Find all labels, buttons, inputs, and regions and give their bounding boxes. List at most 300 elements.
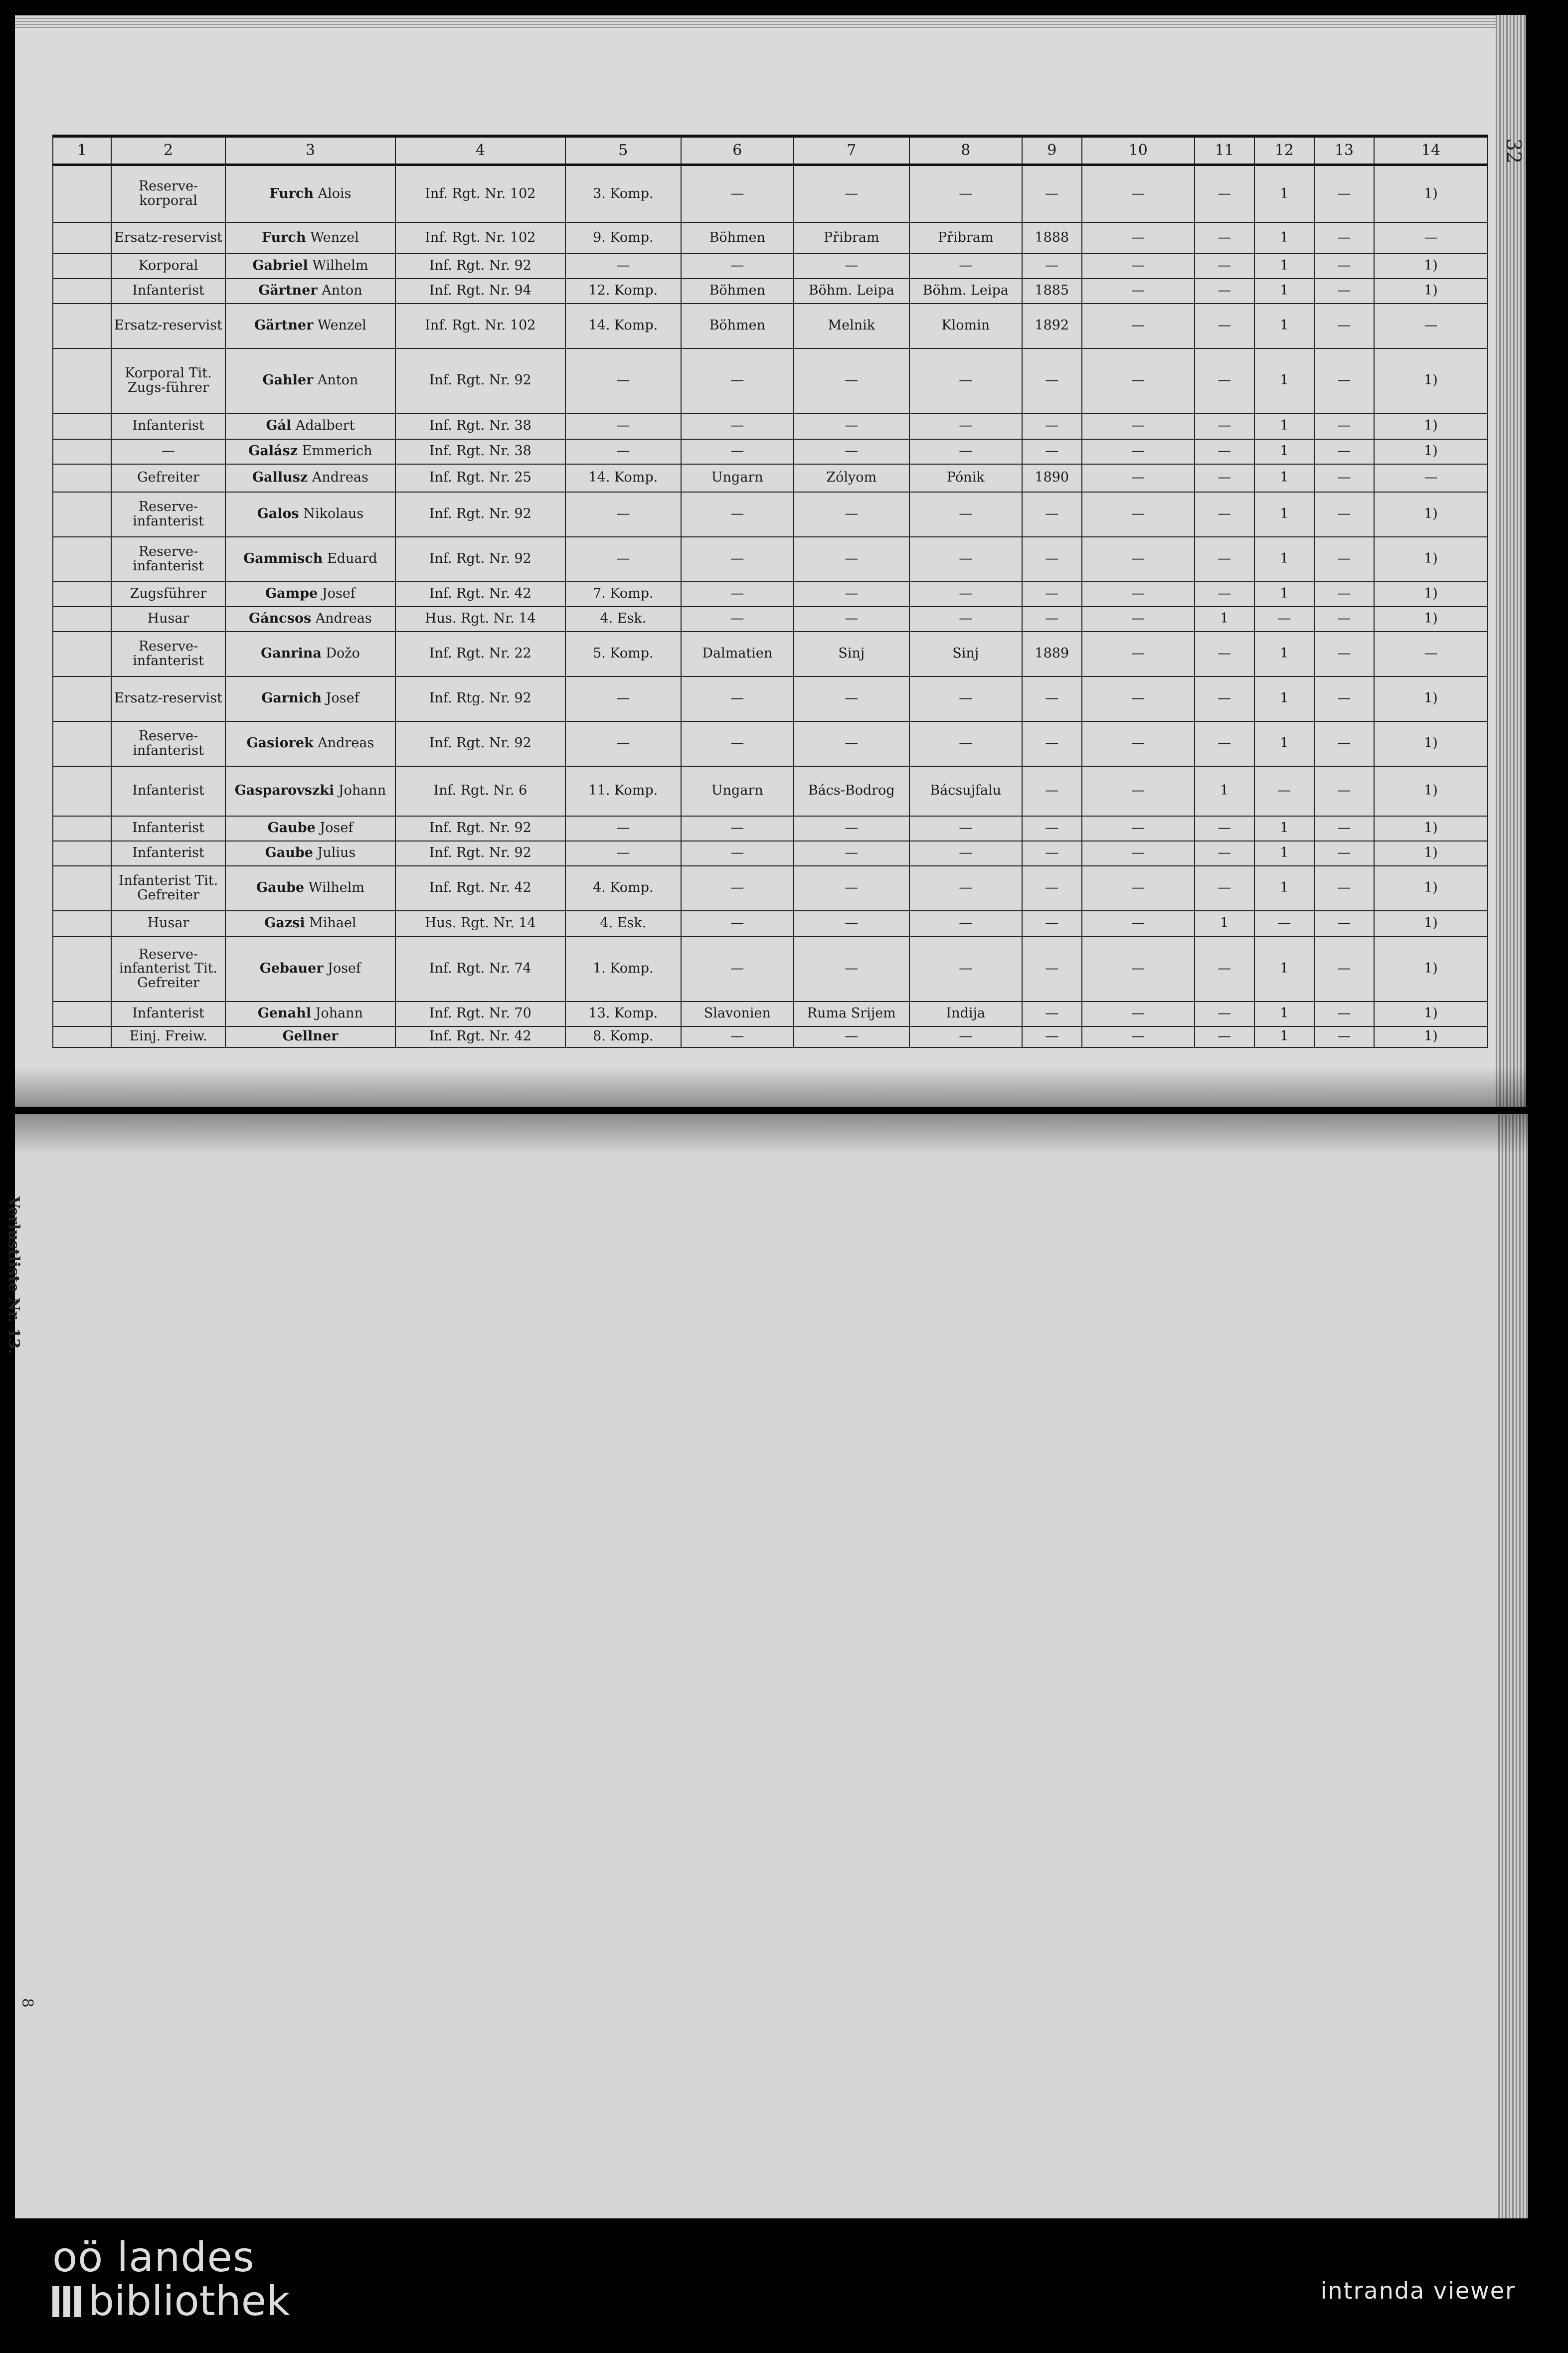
rank-cell: — <box>111 439 225 464</box>
col10-cell: — <box>1082 492 1195 537</box>
col10-cell: — <box>1082 866 1195 911</box>
col11-cell: — <box>1195 165 1254 222</box>
year-cell: — <box>1022 254 1082 279</box>
company-cell: — <box>565 254 681 279</box>
col-header: 13 <box>1314 136 1374 165</box>
table-row <box>53 439 1488 464</box>
col12-cell: 1 <box>1254 304 1314 348</box>
col1-cell <box>53 279 111 304</box>
unit-cell: Inf. Rgt. Nr. 6 <box>395 766 565 816</box>
col11-cell: — <box>1195 1002 1254 1026</box>
casualty-table-top <box>52 135 1488 1048</box>
col-header: 11 <box>1195 136 1254 165</box>
col10-cell: — <box>1082 676 1195 721</box>
name-cell <box>225 721 395 766</box>
town-cell: Klomin <box>909 304 1022 348</box>
col11-cell: 1 <box>1195 607 1254 632</box>
company-cell: 11. Komp. <box>565 766 681 816</box>
surname: Gallusz <box>252 470 308 486</box>
logo-bars-icon <box>52 2286 81 2317</box>
unit-cell: Inf. Rgt. Nr. 92 <box>395 537 565 582</box>
unit-cell: Hus. Rgt. Nr. 14 <box>395 911 565 937</box>
unit-cell: Inf. Rgt. Nr. 92 <box>395 492 565 537</box>
note-cell: 1) <box>1374 279 1488 304</box>
col12-cell: 1 <box>1254 1026 1314 1047</box>
col10-cell: — <box>1082 537 1195 582</box>
rank-cell: Korporal <box>111 254 225 279</box>
col10-cell: — <box>1082 439 1195 464</box>
table-row <box>53 348 1488 413</box>
year-cell: — <box>1022 1026 1082 1047</box>
rank-cell: Infanterist Tit. Gefreiter <box>111 866 225 911</box>
name-cell <box>225 464 395 492</box>
note-cell: 1) <box>1374 721 1488 766</box>
col-header: 7 <box>794 136 909 165</box>
district-cell: — <box>794 937 909 1002</box>
col13-cell: — <box>1314 632 1374 676</box>
note-cell: 1) <box>1374 413 1488 439</box>
surname: Gasiorek <box>246 735 314 751</box>
company-cell: 4. Esk. <box>565 607 681 632</box>
note-cell: 1) <box>1374 439 1488 464</box>
given-name: Wilhelm <box>308 880 364 896</box>
table-row <box>53 766 1488 816</box>
rank-cell: Reserve-infanterist <box>111 721 225 766</box>
col1-cell <box>53 348 111 413</box>
district-cell: — <box>794 911 909 937</box>
col11-cell: — <box>1195 582 1254 607</box>
given-name: Josef <box>320 820 353 836</box>
table-row <box>53 841 1488 866</box>
col10-cell: — <box>1082 607 1195 632</box>
col13-cell: — <box>1314 911 1374 937</box>
unit-cell: Inf. Rgt. Nr. 92 <box>395 254 565 279</box>
table-row <box>53 676 1488 721</box>
name-cell <box>225 492 395 537</box>
col13-cell: — <box>1314 721 1374 766</box>
col11-cell: — <box>1195 254 1254 279</box>
rank-cell: Infanterist <box>111 279 225 304</box>
table-row <box>53 721 1488 766</box>
col12-cell: 1 <box>1254 816 1314 841</box>
col10-cell: — <box>1082 413 1195 439</box>
unit-cell: Inf. Rgt. Nr. 102 <box>395 304 565 348</box>
col10-cell: — <box>1082 165 1195 222</box>
rank-cell: Infanterist <box>111 1002 225 1026</box>
col13-cell: — <box>1314 816 1374 841</box>
table-row <box>53 1002 1488 1026</box>
lower-page <box>15 1114 1528 2218</box>
company-cell: 13. Komp. <box>565 1002 681 1026</box>
col13-cell: — <box>1314 413 1374 439</box>
unit-cell: Inf. Rgt. Nr. 94 <box>395 279 565 304</box>
year-cell: — <box>1022 165 1082 222</box>
district-cell: Ruma Srijem <box>794 1002 909 1026</box>
col13-cell: — <box>1314 279 1374 304</box>
table-row <box>53 413 1488 439</box>
name-cell <box>225 165 395 222</box>
note-cell: — <box>1374 632 1488 676</box>
col13-cell: — <box>1314 676 1374 721</box>
surname: Gellner <box>282 1028 339 1044</box>
district-cell: — <box>794 816 909 841</box>
table-row <box>53 866 1488 911</box>
town-cell: — <box>909 439 1022 464</box>
note-cell: 1) <box>1374 607 1488 632</box>
surname: Gahler <box>262 372 314 388</box>
col11-cell: — <box>1195 721 1254 766</box>
col1-cell <box>53 766 111 816</box>
rank-cell: Infanterist <box>111 816 225 841</box>
surname: Gál <box>266 418 292 434</box>
table-row <box>53 632 1488 676</box>
table-row <box>53 816 1488 841</box>
note-cell: 1) <box>1374 937 1488 1002</box>
col13-cell: — <box>1314 766 1374 816</box>
page-number-top: 32 <box>1502 138 1525 164</box>
unit-cell: Inf. Rgt. Nr. 74 <box>395 937 565 1002</box>
year-cell: — <box>1022 911 1082 937</box>
note-cell: 1) <box>1374 676 1488 721</box>
name-cell <box>225 413 395 439</box>
col1-cell <box>53 816 111 841</box>
given-name: Anton <box>317 372 358 388</box>
town-cell: Böhm. Leipa <box>909 279 1022 304</box>
country-cell: — <box>681 582 794 607</box>
town-cell: — <box>909 721 1022 766</box>
col12-cell: 1 <box>1254 413 1314 439</box>
surname: Garnich <box>261 690 322 706</box>
col13-cell: — <box>1314 1026 1374 1047</box>
col12-cell: 1 <box>1254 464 1314 492</box>
library-logo[interactable] <box>52 2236 290 2324</box>
col10-cell: — <box>1082 222 1195 254</box>
running-head: Verlustliste Nr. 13. <box>5 1196 22 1354</box>
town-cell: — <box>909 911 1022 937</box>
company-cell: 12. Komp. <box>565 279 681 304</box>
rank-cell: Korporal Tit. Zugs-führer <box>111 348 225 413</box>
note-cell: 1) <box>1374 866 1488 911</box>
company-cell: 4. Komp. <box>565 866 681 911</box>
district-cell: Přibram <box>794 222 909 254</box>
town-cell: Pónik <box>909 464 1022 492</box>
year-cell: — <box>1022 937 1082 1002</box>
country-cell: — <box>681 676 794 721</box>
given-name: Johann <box>315 1006 363 1021</box>
rank-cell: Ersatz-reservist <box>111 304 225 348</box>
col10-cell: — <box>1082 632 1195 676</box>
company-cell: 7. Komp. <box>565 582 681 607</box>
company-cell: — <box>565 841 681 866</box>
company-cell: — <box>565 413 681 439</box>
district-cell: — <box>794 165 909 222</box>
name-cell <box>225 304 395 348</box>
rank-cell: Zugsführer <box>111 582 225 607</box>
col12-cell: 1 <box>1254 866 1314 911</box>
company-cell: — <box>565 676 681 721</box>
col-header: 6 <box>681 136 794 165</box>
name-cell <box>225 816 395 841</box>
rank-cell: Reserve-infanterist <box>111 537 225 582</box>
name-cell <box>225 582 395 607</box>
col10-cell: — <box>1082 1026 1195 1047</box>
surname: Galász <box>248 443 298 459</box>
col1-cell <box>53 937 111 1002</box>
country-cell: — <box>681 492 794 537</box>
unit-cell: Inf. Rgt. Nr. 38 <box>395 439 565 464</box>
country-cell: Böhmen <box>681 304 794 348</box>
rank-cell: Ersatz-reservist <box>111 222 225 254</box>
col1-cell <box>53 304 111 348</box>
gutter-shadow <box>15 1067 1526 1107</box>
table-row <box>53 937 1488 1002</box>
col-header: 5 <box>565 136 681 165</box>
col13-cell: — <box>1314 841 1374 866</box>
town-cell: Bácsujfalu <box>909 766 1022 816</box>
rank-cell: Reserve-infanterist Tit. Gefreiter <box>111 937 225 1002</box>
year-cell: — <box>1022 1002 1082 1026</box>
town-cell: — <box>909 816 1022 841</box>
country-cell: — <box>681 439 794 464</box>
note-cell: 1) <box>1374 582 1488 607</box>
name-cell <box>225 911 395 937</box>
town-cell: — <box>909 537 1022 582</box>
col10-cell: — <box>1082 279 1195 304</box>
district-cell: — <box>794 492 909 537</box>
col13-cell: — <box>1314 165 1374 222</box>
unit-cell: Inf. Rgt. Nr. 92 <box>395 348 565 413</box>
given-name: Andreas <box>318 735 374 751</box>
year-cell: 1888 <box>1022 222 1082 254</box>
year-cell: 1890 <box>1022 464 1082 492</box>
name-cell <box>225 607 395 632</box>
country-cell: Böhmen <box>681 279 794 304</box>
col-header: 9 <box>1022 136 1082 165</box>
col-header: 4 <box>395 136 565 165</box>
col12-cell: 1 <box>1254 676 1314 721</box>
col10-cell: — <box>1082 816 1195 841</box>
year-cell: — <box>1022 413 1082 439</box>
col1-cell <box>53 492 111 537</box>
unit-cell: Inf. Rgt. Nr. 92 <box>395 721 565 766</box>
given-name: Anton <box>322 283 362 299</box>
col12-cell: 1 <box>1254 937 1314 1002</box>
unit-cell: Inf. Rgt. Nr. 92 <box>395 841 565 866</box>
col-header: 3 <box>225 136 395 165</box>
given-name: Josef <box>328 961 361 977</box>
col13-cell: — <box>1314 348 1374 413</box>
surname: Gaube <box>265 845 313 861</box>
col12-cell: 1 <box>1254 492 1314 537</box>
col1-cell <box>53 632 111 676</box>
col11-cell: — <box>1195 222 1254 254</box>
rank-cell: Husar <box>111 607 225 632</box>
col10-cell: — <box>1082 841 1195 866</box>
district-cell: Sinj <box>794 632 909 676</box>
given-name: Mihael <box>309 915 356 931</box>
surname: Galos <box>257 506 299 522</box>
col-header: 1 <box>53 136 111 165</box>
col11-cell: — <box>1195 348 1254 413</box>
district-cell: — <box>794 413 909 439</box>
district-cell: — <box>794 721 909 766</box>
col1-cell <box>53 1026 111 1047</box>
name-cell <box>225 1026 395 1047</box>
town-cell: — <box>909 492 1022 537</box>
table-row <box>53 165 1488 222</box>
table-row <box>53 911 1488 937</box>
note-cell: 1) <box>1374 766 1488 816</box>
page-edge-right <box>1496 15 1526 1107</box>
district-cell: — <box>794 582 909 607</box>
company-cell: — <box>565 492 681 537</box>
country-cell: Ungarn <box>681 766 794 816</box>
year-cell: 1892 <box>1022 304 1082 348</box>
year-cell: — <box>1022 607 1082 632</box>
col12-cell: 1 <box>1254 222 1314 254</box>
town-cell: — <box>909 676 1022 721</box>
col10-cell: — <box>1082 766 1195 816</box>
table-row <box>53 254 1488 279</box>
district-cell: — <box>794 866 909 911</box>
year-cell: — <box>1022 721 1082 766</box>
col1-cell <box>53 911 111 937</box>
note-cell: 1) <box>1374 254 1488 279</box>
note-cell: — <box>1374 464 1488 492</box>
rank-cell: Einj. Freiw. <box>111 1026 225 1047</box>
surname: Gazsi <box>264 915 305 931</box>
given-name: Wenzel <box>310 229 359 245</box>
col1-cell <box>53 439 111 464</box>
given-name: Andreas <box>312 470 368 486</box>
note-cell: 1) <box>1374 165 1488 222</box>
col12-cell: 1 <box>1254 279 1314 304</box>
col11-cell: — <box>1195 676 1254 721</box>
town-cell: — <box>909 413 1022 439</box>
col11-cell: — <box>1195 632 1254 676</box>
unit-cell: Inf. Rgt. Nr. 102 <box>395 165 565 222</box>
company-cell: — <box>565 721 681 766</box>
district-cell: Böhm. Leipa <box>794 279 909 304</box>
col11-cell: — <box>1195 937 1254 1002</box>
col11-cell: 1 <box>1195 766 1254 816</box>
unit-cell: Inf. Rgt. Nr. 42 <box>395 1026 565 1047</box>
col12-cell: 1 <box>1254 537 1314 582</box>
name-cell <box>225 254 395 279</box>
col12-cell: 1 <box>1254 632 1314 676</box>
col13-cell: — <box>1314 464 1374 492</box>
table-row <box>53 304 1488 348</box>
year-cell: — <box>1022 492 1082 537</box>
given-name: Dožo <box>326 646 360 662</box>
col11-cell: — <box>1195 866 1254 911</box>
company-cell: 9. Komp. <box>565 222 681 254</box>
district-cell: — <box>794 676 909 721</box>
col-header: 12 <box>1254 136 1314 165</box>
year-cell: — <box>1022 537 1082 582</box>
col-header: 10 <box>1082 136 1195 165</box>
table-row <box>53 464 1488 492</box>
col13-cell: — <box>1314 866 1374 911</box>
page-edge <box>15 15 1496 28</box>
district-cell: — <box>794 439 909 464</box>
col12-cell: 1 <box>1254 254 1314 279</box>
note-cell: 1) <box>1374 537 1488 582</box>
col1-cell <box>53 165 111 222</box>
surname: Gasparovszki <box>234 783 335 799</box>
town-cell: Sinj <box>909 632 1022 676</box>
note-cell: 1) <box>1374 492 1488 537</box>
col13-cell: — <box>1314 439 1374 464</box>
country-cell: — <box>681 841 794 866</box>
given-name: Nikolaus <box>303 506 364 522</box>
col1-cell <box>53 413 111 439</box>
unit-cell: Inf. Rgt. Nr. 42 <box>395 582 565 607</box>
upper-page <box>15 15 1526 1107</box>
unit-cell: Inf. Rgt. Nr. 25 <box>395 464 565 492</box>
col12-cell: 1 <box>1254 582 1314 607</box>
company-cell: 1. Komp. <box>565 937 681 1002</box>
name-cell <box>225 766 395 816</box>
town-cell: — <box>909 937 1022 1002</box>
note-cell: — <box>1374 304 1488 348</box>
year-cell: — <box>1022 841 1082 866</box>
district-cell: — <box>794 841 909 866</box>
col11-cell: — <box>1195 816 1254 841</box>
town-cell: — <box>909 1026 1022 1047</box>
company-cell: 14. Komp. <box>565 304 681 348</box>
rank-cell: Infanterist <box>111 766 225 816</box>
surname: Ganrina <box>261 646 322 662</box>
town-cell: — <box>909 866 1022 911</box>
note-cell: 1) <box>1374 911 1488 937</box>
district-cell: Zólyom <box>794 464 909 492</box>
col11-cell: — <box>1195 841 1254 866</box>
col11-cell: — <box>1195 1026 1254 1047</box>
country-cell: — <box>681 413 794 439</box>
given-name: Emmerich <box>302 443 372 459</box>
note-cell: 1) <box>1374 1002 1488 1026</box>
district-cell: — <box>794 607 909 632</box>
rank-cell: Ersatz-reservist <box>111 676 225 721</box>
name-cell <box>225 841 395 866</box>
country-cell: Böhmen <box>681 222 794 254</box>
col10-cell: — <box>1082 348 1195 413</box>
country-cell: — <box>681 165 794 222</box>
col11-cell: — <box>1195 464 1254 492</box>
col1-cell <box>53 676 111 721</box>
year-cell: 1889 <box>1022 632 1082 676</box>
unit-cell: Inf. Rgt. Nr. 38 <box>395 413 565 439</box>
country-cell: Ungarn <box>681 464 794 492</box>
year-cell: — <box>1022 676 1082 721</box>
col11-cell: 1 <box>1195 911 1254 937</box>
given-name: Julius <box>317 845 356 861</box>
name-cell <box>225 1002 395 1026</box>
given-name: Adalbert <box>295 418 355 434</box>
name-cell <box>225 439 395 464</box>
col1-cell <box>53 841 111 866</box>
rank-cell: Infanterist <box>111 841 225 866</box>
surname: Gabriel <box>252 258 308 274</box>
note-cell: — <box>1374 222 1488 254</box>
name-cell <box>225 222 395 254</box>
col12-cell: 1 <box>1254 841 1314 866</box>
col13-cell: — <box>1314 1002 1374 1026</box>
district-cell: — <box>794 348 909 413</box>
district-cell: Bács-Bodrog <box>794 766 909 816</box>
company-cell: 3. Komp. <box>565 165 681 222</box>
